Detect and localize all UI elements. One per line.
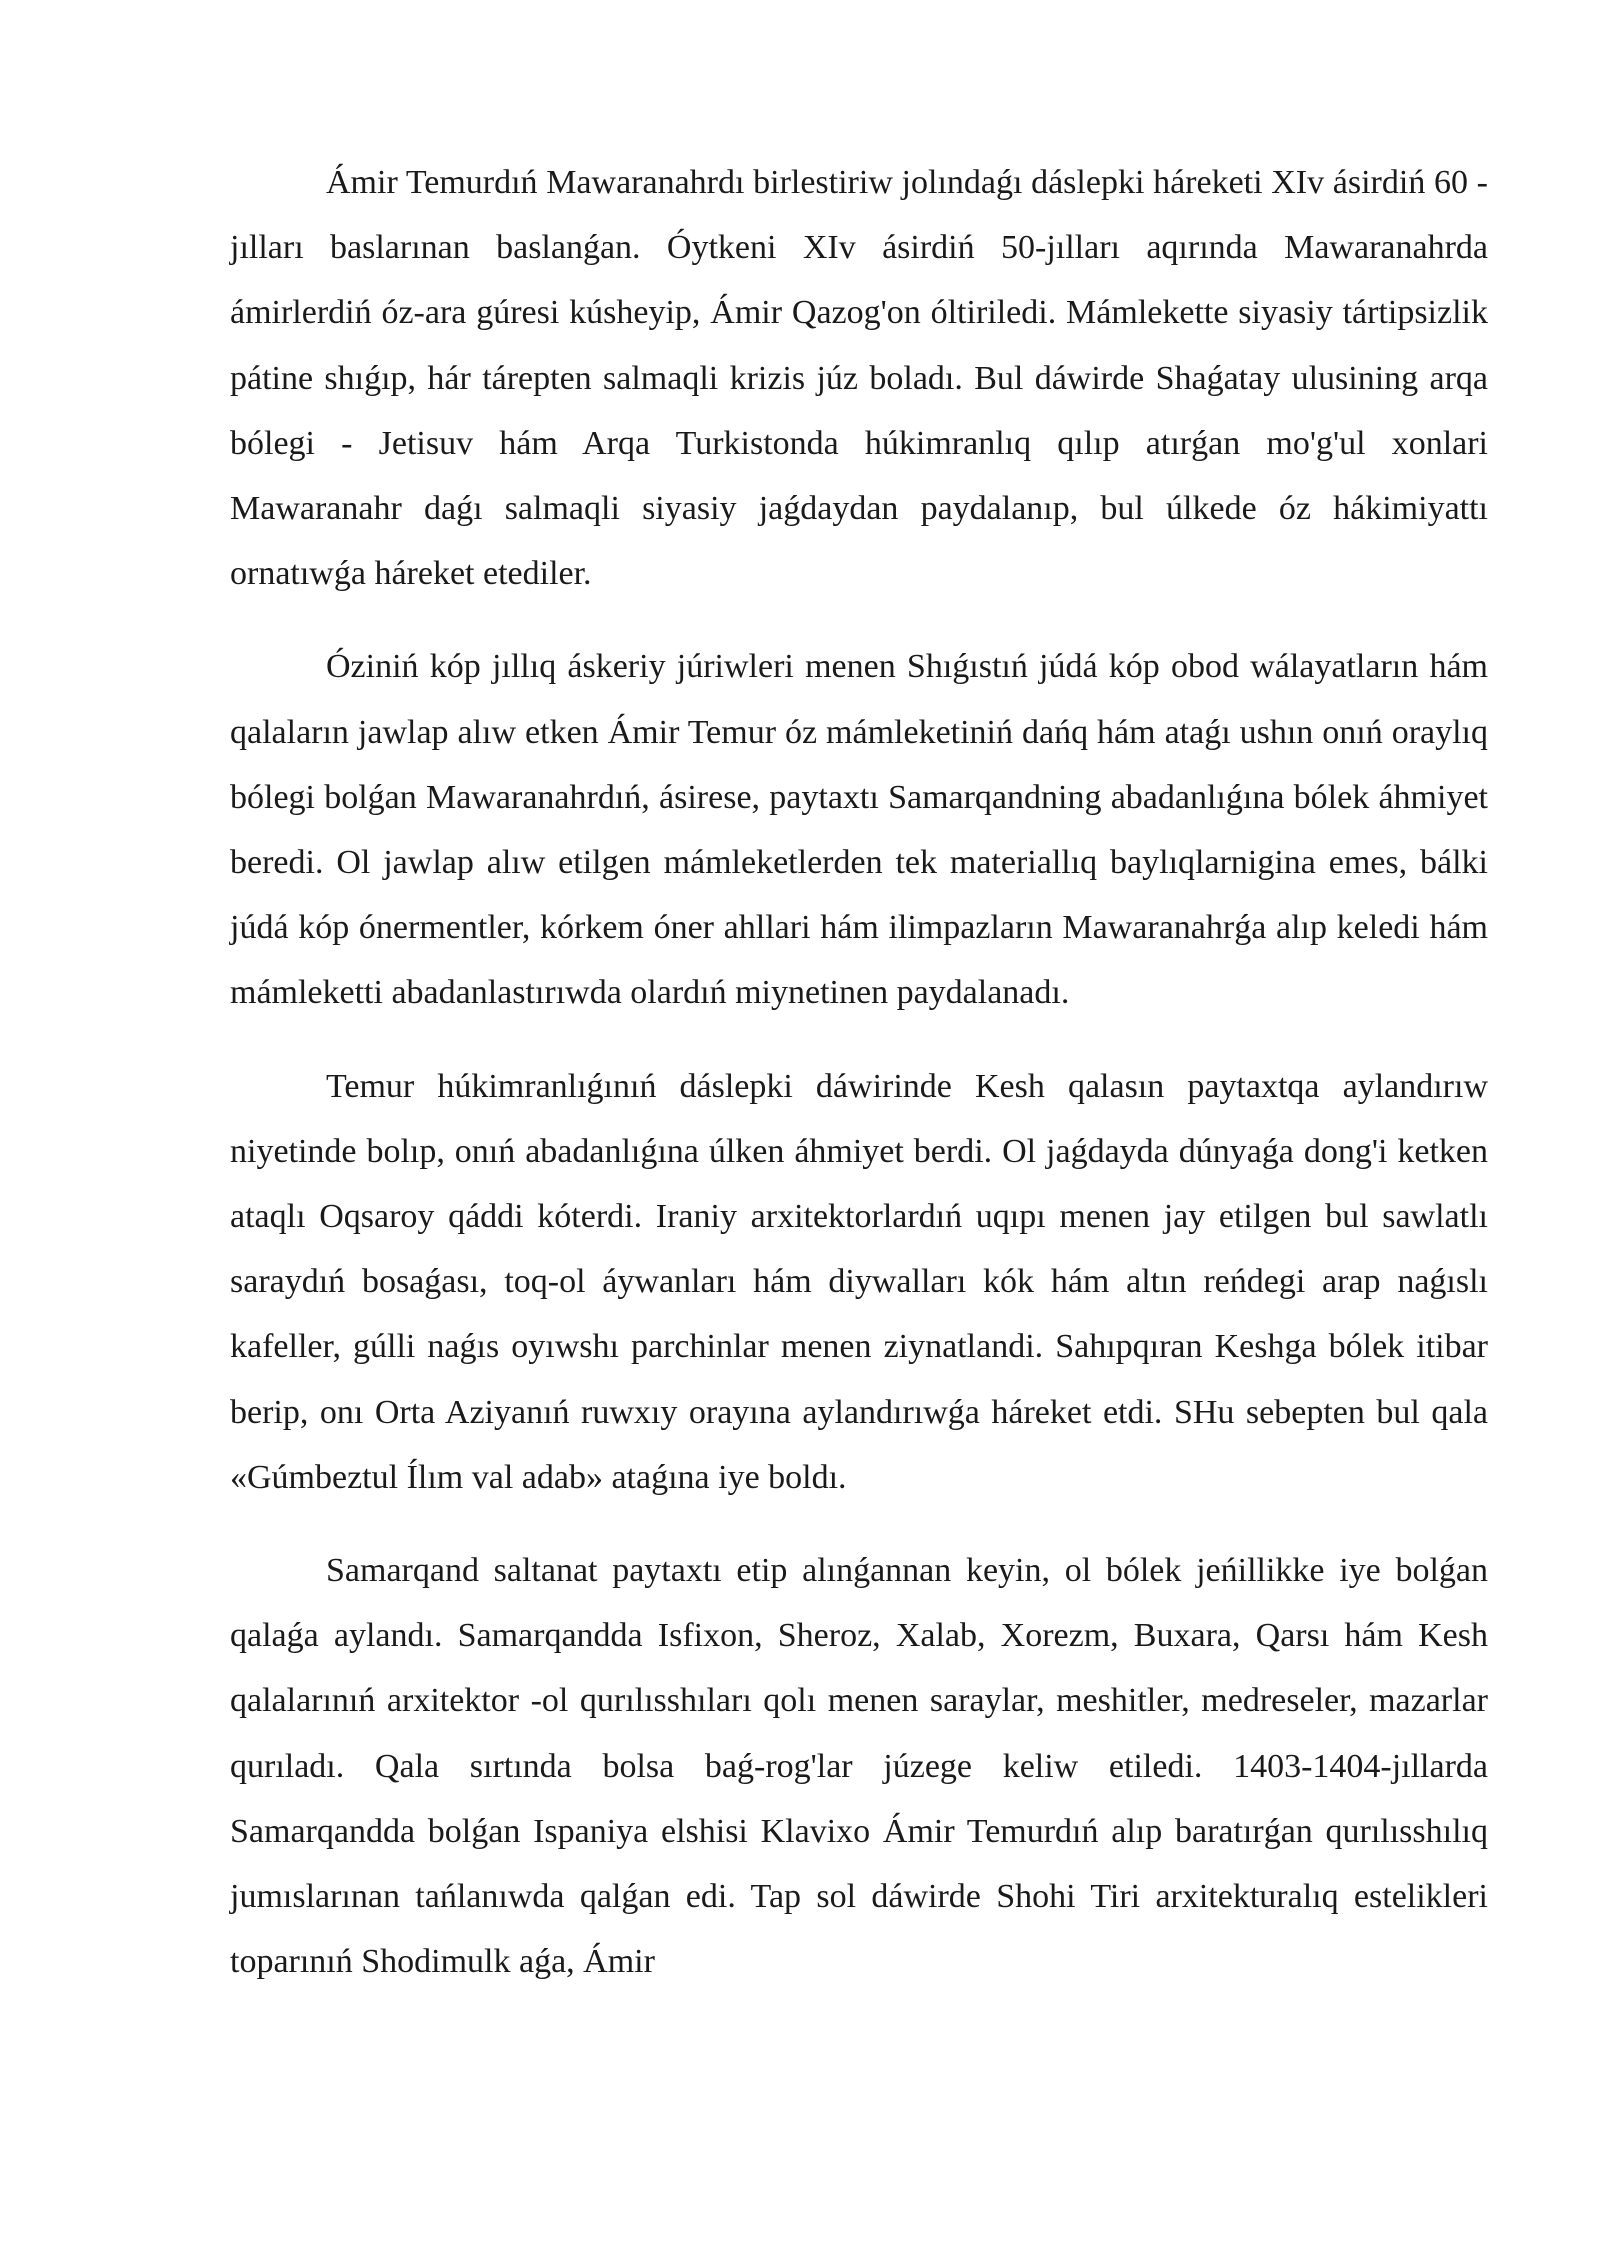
paragraph-4: Samarqand saltanat paytaxtı etip alınǵannan keyin, ol bólek jeńillikke iye bolǵan qalaǵa aylandı. Samarqandda Isfixon, Sheroz, Xalab, Xorezm, Buxara, Qarsı hám Kesh qalalarınıń arxitektor -ol qurılısshıları qolı menen saraylar, meshitler, medreseler, mazarlar qurıladı. Qala sırtında bolsa baǵ-rog'lar júzege keliw etiledi. 1403-1404-jıllarda Samarqandda bolǵan Ispaniya elshisi Klavixo Ámir Temurdıń alıp baratırǵan qurılısshılıq jumıslarınan tańlanıwda qalǵan edi. Tap sol dáwirde Shohi Tiri arxitekturalıq estelikleri toparınıń Shodimulk aǵa, Ámir (230, 1552, 1488, 1981)
paragraph-3: Temur húkimranlıǵınıń dáslepki dáwirinde Kesh qalasın paytaxtqa aylandırıw niyetinde bolıp, onıń abadanlıǵına úlken áhmiyet berdi. Ol jaǵdayda dúnyaǵa dong'i ketken ataqlı Oqsaroy qáddi kóterdi. Iraniy arxitektorlardıń uqıpı menen jay etilgen bul sawlatlı saraydıń bosaǵası, toq-ol áywanları hám diywalları kók hám altın reńdegi arap naǵıslı kafeller, gúlli naǵıs oyıwshı parchinlar menen ziynatlandi. Sahıpqıran Keshga bólek itibar berip, onı Orta Aziyanıń ruwxıy orayına aylandırıwǵa háreket etdi. SHu sebepten bul qala «Gúmbeztul Ílım val adab» ataǵına iye boldı. (230, 1067, 1488, 1496)
paragraph-2: Óziniń kóp jıllıq áskeriy júriwleri menen Shıǵıstıń júdá kóp obod wálayatların hám qalaların jawlap alıw etken Ámir Temur óz mámleketiniń dańq hám ataǵı ushın onıń oraylıq bólegi bolǵan Mawaranahrdıń, ásirese, paytaxtı Samarqandning abadanlıǵına bólek áhmiyet beredi. Ol jawlap alıw etilgen mámleketlerden tek materiallıq baylıqlarnigina emes, bálki júdá kóp ónermentler, kórkem óner ahllari hám ilimpazların Mawaranahrǵa alıp keledi hám mámleketti abadanlastırıwda olardıń miynetinen paydalanadı. (230, 648, 1488, 1012)
paragraph-1: Ámir Temurdıń Mawaranahrdı birlestiriw jolındaǵı dáslepki háreketi XIv ásirdiń 60 -jılları baslarınan baslanǵan. Óytkeni XIv ásirdiń 50-jılları aqırında Mawaranahrda ámirlerdiń óz-ara gúresi kúsheyip, Ámir Qazog'on óltiriledi. Mámlekette siyasiy tártipsizlik pátine shıǵıp, hár tárepten salmaqli krizis júz boladı. Bul dáwirde Shaǵatay ulusining arqa bólegi - Jetisuv hám Arqa Turkistonda húkimranlıq qılıp atırǵan mo'g'ul xonlari Mawaranahr daǵı salmaqli siyasiy jaǵdaydan paydalanıp, bul úlkede óz hákimiyattı ornatıwǵa háreket etediler. (230, 164, 1488, 593)
document-page (230, 150, 1488, 2022)
